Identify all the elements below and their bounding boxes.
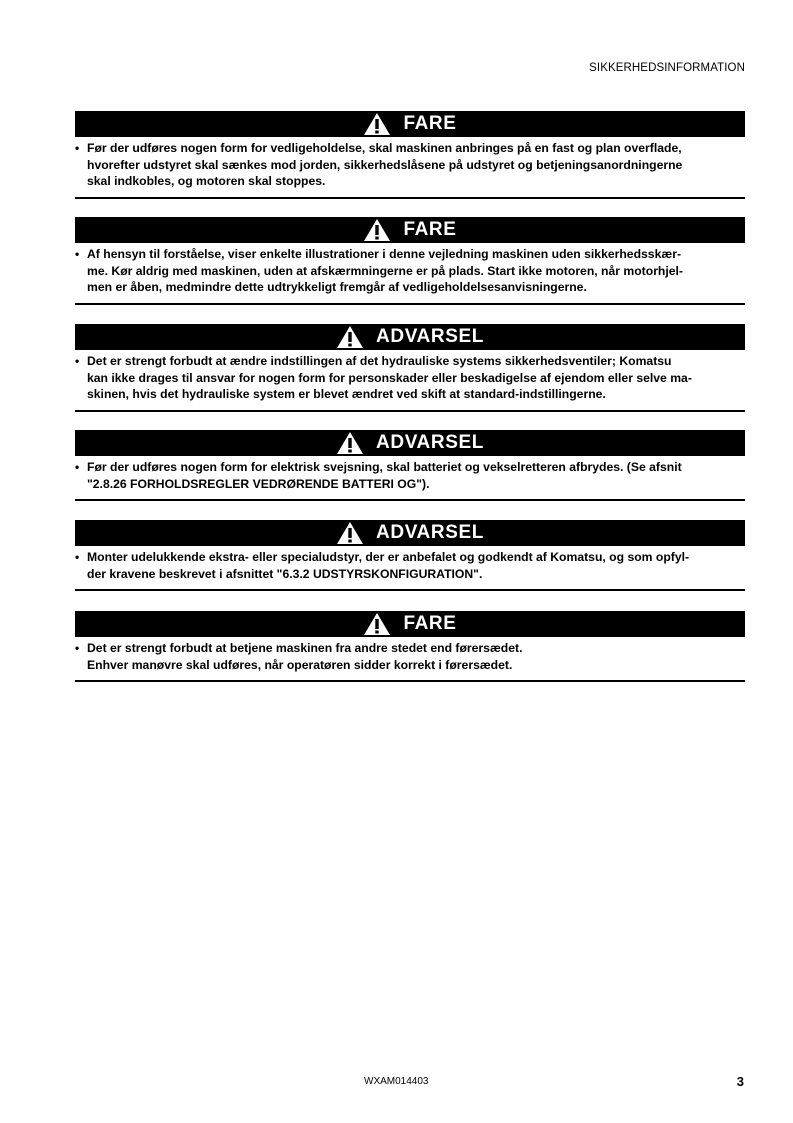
text-line: "2.8.26 FORHOLDSREGLER VEDRØRENDE BATTERI OG"). xyxy=(87,476,430,491)
warning-triangle-icon xyxy=(363,112,391,136)
divider xyxy=(75,589,745,591)
bullet: • xyxy=(75,641,80,655)
hazard-bar xyxy=(75,111,745,137)
text-line: hvorefter udstyret skal sænkes mod jorden, sikkerhedslåsene på udstyret og betjeningsanordningerne xyxy=(87,157,683,172)
bullet: • xyxy=(75,354,80,368)
safety-notice-advarsel-1 xyxy=(75,324,745,412)
text-line: Af hensyn til forståelse, viser enkelte illustrationer i denne vejledning maskinen uden sikkerhedsskær- xyxy=(87,247,682,261)
text-line: men er åben, medmindre dette udtrykkeligt fremgår af vedligeholdelsesanvisningerne. xyxy=(87,280,587,294)
warning-triangle-icon xyxy=(336,521,364,545)
hazard-bar xyxy=(75,324,745,350)
list-item xyxy=(75,246,745,296)
page-number: 3 xyxy=(736,1074,744,1089)
hazard-bar xyxy=(75,430,745,456)
divider xyxy=(75,303,745,305)
divider xyxy=(75,410,745,412)
text-line: Monter udelukkende ekstra- eller specialudstyr, der er anbefalet og godkendt af Komatsu, og som opfyl- xyxy=(87,550,690,564)
hazard-bar xyxy=(75,611,745,637)
safety-notice-fare-1 xyxy=(75,111,745,199)
safety-notice-advarsel-2 xyxy=(75,430,745,501)
bullet: • xyxy=(75,141,80,155)
list-item xyxy=(75,140,745,190)
text-line: Før der udføres nogen form for vedligeholdelse, skal maskinen anbringes på en fast og plan overflade, xyxy=(87,141,682,155)
warning-triangle-icon xyxy=(363,612,391,636)
warning-triangle-icon xyxy=(363,218,391,242)
text-line: Enhver manøvre skal udføres, når operatøren sidder korrekt i førersædet. xyxy=(87,657,513,672)
text-line: Før der udføres nogen form for elektrisk svejsning, skal batteriet og vekselretteren afbrydes. (Se afsnit xyxy=(87,460,682,474)
warning-triangle-icon xyxy=(336,431,364,455)
bullet: • xyxy=(75,460,80,474)
text-line: Det er strengt forbudt at ændre indstillingen af det hydrauliske systems sikkerhedsventiler; Komatsu xyxy=(87,354,672,368)
text-line: kan ikke drages til ansvar for nogen form for personskader eller beskadigelse af ejendom eller selve ma- xyxy=(87,370,692,385)
safety-notice-advarsel-3 xyxy=(75,520,745,591)
list-item xyxy=(75,640,745,673)
hazard-level-label: ADVARSEL xyxy=(376,326,484,347)
divider xyxy=(75,680,745,682)
hazard-level-label: FARE xyxy=(403,113,457,134)
document-code: WXAM014403 xyxy=(364,1076,429,1087)
list-item xyxy=(75,549,745,582)
bullet: • xyxy=(75,550,80,564)
divider xyxy=(75,197,745,199)
section-title: SIKKERHEDSINFORMATION xyxy=(589,62,745,74)
hazard-level-label: ADVARSEL xyxy=(376,432,484,453)
bullet: • xyxy=(75,247,80,261)
hazard-level-label: FARE xyxy=(403,219,457,240)
text-line: Det er strengt forbudt at betjene maskinen fra andre stedet end førersædet. xyxy=(87,641,523,655)
hazard-bar xyxy=(75,520,745,546)
divider xyxy=(75,499,745,501)
hazard-level-label: FARE xyxy=(403,613,457,634)
list-item xyxy=(75,459,745,492)
safety-notice-fare-3 xyxy=(75,611,745,682)
hazard-level-label: ADVARSEL xyxy=(376,522,484,543)
safety-notice-fare-2 xyxy=(75,217,745,305)
text-line: der kravene beskrevet i afsnittet "6.3.2 UDSTYRSKONFIGURATION". xyxy=(87,566,483,581)
list-item xyxy=(75,353,745,403)
text-line: skinen, hvis det hydrauliske system er blevet ændret ved skift at standard-indstillingerne. xyxy=(87,387,606,401)
hazard-bar xyxy=(75,217,745,243)
text-line: me. Kør aldrig med maskinen, uden at afskærmningerne er på plads. Start ikke motoren, når motorhjel- xyxy=(87,263,683,278)
warning-triangle-icon xyxy=(336,325,364,349)
text-line: skal indkobles, og motoren skal stoppes. xyxy=(87,174,326,188)
